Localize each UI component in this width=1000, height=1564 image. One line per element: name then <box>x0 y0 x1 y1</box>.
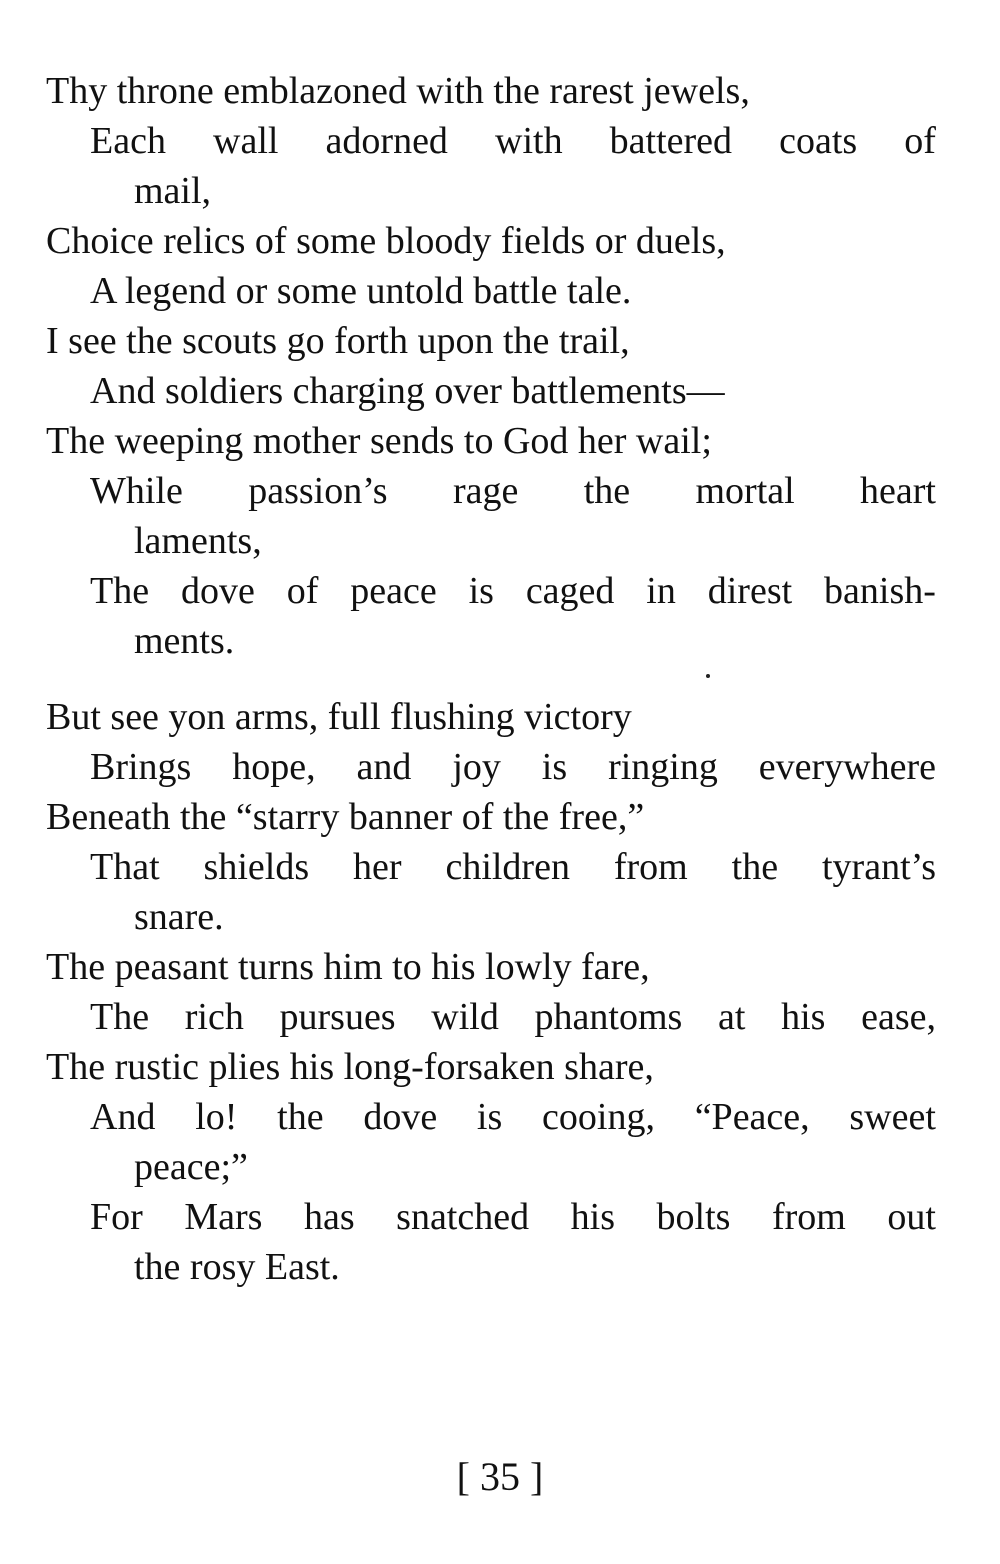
word: the <box>731 846 779 888</box>
word: at <box>717 996 746 1038</box>
verse-line: snare. <box>134 896 224 938</box>
word: wall <box>213 120 279 162</box>
word: has <box>303 1196 355 1238</box>
word: coats <box>779 120 858 162</box>
word: from <box>613 846 688 888</box>
word: cooing, <box>542 1096 655 1138</box>
word: and <box>356 746 412 788</box>
word: the <box>583 470 631 512</box>
word: hope, <box>232 746 316 788</box>
word: is <box>468 570 494 612</box>
verse-line: laments, <box>134 520 262 562</box>
word: with <box>495 120 563 162</box>
word: wild <box>431 996 499 1038</box>
verse-line <box>46 1092 936 1142</box>
verse-line: ments. <box>134 620 235 662</box>
word: his <box>781 996 826 1038</box>
word: direst <box>707 570 793 612</box>
word: is <box>541 746 568 788</box>
word: ringing <box>608 746 718 788</box>
word: children <box>445 846 570 888</box>
print-speck <box>706 674 710 678</box>
verse-line <box>46 992 936 1042</box>
verse-line: Choice relics of some bloody fields or duels, <box>46 220 726 262</box>
word: mortal <box>695 470 795 512</box>
verse-line: A legend or some untold battle tale. <box>90 270 632 312</box>
word: Brings <box>90 746 192 788</box>
word: adorned <box>325 120 448 162</box>
verse-line: But see yon arms, full flushing victory <box>46 696 632 738</box>
word: of <box>904 120 936 162</box>
word: snatched <box>396 1196 530 1238</box>
verse-line: the rosy East. <box>134 1246 340 1288</box>
verse-line <box>46 466 936 516</box>
stanza-2 <box>46 692 936 1292</box>
word: For <box>90 1196 143 1238</box>
word: battered <box>609 120 733 162</box>
word: dove <box>363 1096 438 1138</box>
word: lo! <box>195 1096 238 1138</box>
word: shields <box>203 846 310 888</box>
verse-line: Beneath the “starry banner of the free,” <box>46 796 645 838</box>
word: of <box>286 570 319 612</box>
verse-line: The peasant turns him to his lowly fare, <box>46 946 650 988</box>
verse-line: The rustic plies his long-forsaken share, <box>46 1046 654 1088</box>
word: is <box>476 1096 503 1138</box>
word: That <box>90 846 160 888</box>
word: passion’s <box>248 470 388 512</box>
word: The <box>90 570 150 612</box>
verse-line: And soldiers charging over battlements— <box>90 370 725 412</box>
verse-line <box>46 116 936 166</box>
word: his <box>570 1196 615 1238</box>
verse-line: peace;” <box>134 1146 248 1188</box>
word: And <box>90 1096 156 1138</box>
word: pursues <box>279 996 396 1038</box>
word: While <box>90 470 183 512</box>
word: caged <box>525 570 615 612</box>
word: in <box>646 570 676 612</box>
word: dove <box>180 570 255 612</box>
verse-line <box>46 1192 936 1242</box>
word: the <box>277 1096 324 1138</box>
word: The <box>90 996 150 1038</box>
word: heart <box>860 470 936 512</box>
word: banish- <box>824 570 936 612</box>
verse-line <box>46 566 936 616</box>
verse-line: The weeping mother sends to God her wail; <box>46 420 712 462</box>
word: “Peace, <box>694 1096 810 1138</box>
word: sweet <box>849 1096 936 1138</box>
page-number: [ 35 ] <box>456 1454 544 1499</box>
word: out <box>887 1196 936 1238</box>
word: ease, <box>861 996 936 1038</box>
verse-line <box>46 742 936 792</box>
word: Mars <box>184 1196 263 1238</box>
word: her <box>353 846 402 888</box>
word: rage <box>452 470 519 512</box>
word: peace <box>350 570 437 612</box>
word: rich <box>184 996 244 1038</box>
word: phantoms <box>534 996 683 1038</box>
verse-line: Thy throne emblazoned with the rarest jewels, <box>46 70 750 112</box>
word: bolts <box>656 1196 731 1238</box>
verse-line: I see the scouts go forth upon the trail, <box>46 320 630 362</box>
verse-line: mail, <box>134 170 212 212</box>
word: tyrant’s <box>822 846 936 888</box>
word: everywhere <box>758 746 936 788</box>
word: from <box>771 1196 846 1238</box>
word: joy <box>452 746 501 788</box>
stanza-1 <box>46 66 936 666</box>
word: Each <box>90 120 166 162</box>
verse-line <box>46 842 936 892</box>
